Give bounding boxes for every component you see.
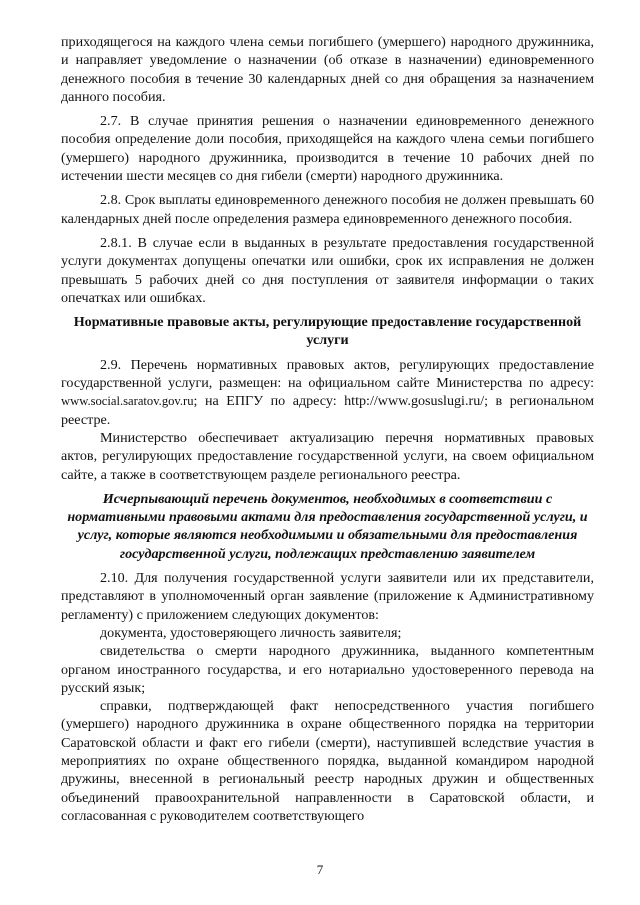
paragraph-2-9-text-a: 2.9. Перечень нормативных правовых актов, регулирующих предоставление государственной услуги, размещен: на официальном сайте Министерства по адресу: <box>61 356 594 392</box>
document-page <box>61 33 594 825</box>
paragraph-2-9-text-b: ; на ЕПГУ по адресу: http://www.gosuslugi.ru/; в региональном реестре. <box>61 393 594 428</box>
section-heading-legal-acts: Нормативные правовые акты, регулирующие предоставление государственной услуги <box>73 314 582 349</box>
paragraph-2-8-1: 2.8.1. В случае если в выданных в результате предоставления государственной услуги документах допущены опечатки или ошибки, срок их исправления не должен превышать 5 рабочих дней со дня поступления от заявителя информации о таких опечатках или ошибках. <box>61 234 594 306</box>
ministry-url: www.social.saratov.gov.ru <box>61 394 194 409</box>
paragraph-intro: приходящегося на каждого члена семьи погибшего (умершего) народного дружинника, и направляет уведомление о назначении (об отказе в назначении) единовременного денежного пособия в течение 30 календарных дней со дня обращения за назначением данного пособия. <box>61 34 594 105</box>
paragraph-2-9 <box>61 356 594 429</box>
list-item-identity-document: документа, удостоверяющего личность заявителя; <box>100 624 402 641</box>
list-item-death-certificate: свидетельства о смерти народного дружинника, выданного компетентным органом иностранного государства, и его нотариально удостоверенного перевода на русский язык; <box>61 643 594 696</box>
paragraph-2-10: 2.10. Для получения государственной услуги заявители или их представители, представляют в уполномоченный орган заявление (приложение к Административному регламенту) с приложением следующих документов: <box>61 570 594 623</box>
section-heading-documents: Исчерпывающий перечень документов, необходимых в соответствии с нормативными правовыми актами для предоставления государственной услуги, и услуг, которые являются необходимыми и обязательными для предоставления государственной услуги, подлежащих представлению заявителем <box>67 490 588 562</box>
list-item-participation-certificate: справки, подтверждающей факт непосредственного участия погибшего (умершего) народного дружинника в охране общественного порядка на территории Саратовской области и факт его гибели (смерти), наступившей вследствие участия в мероприятиях по охране общественного порядка, выданной командиром народной дружины, внесенной в региональный реестр народных дружин и общественных объединений правоохранительной направленности в Саратовской области, и согласованная с руководителем соответствующего <box>61 698 594 824</box>
paragraph-ministry: Министерство обеспечивает актуализацию перечня нормативных правовых актов, регулирующих предоставление государственной услуги, на своем официальном сайте, а также в соответствующем разделе регионального реестра. <box>61 429 594 483</box>
page-number: 7 <box>316 862 324 877</box>
paragraph-2-8: 2.8. Срок выплаты единовременного денежного пособия не должен превышать 60 календарных дней после определения размера единовременного денежного пособия. <box>61 192 594 227</box>
paragraph-2-7: 2.7. В случае принятия решения о назначении единовременного денежного пособия определение доли пособия, приходящейся на каждого члена семьи погибшего (умершего) народного дружинника, производится в течение 10 рабочих дней по истечении шести месяцев со дня гибели (смерти) народного дружинника. <box>61 113 594 185</box>
